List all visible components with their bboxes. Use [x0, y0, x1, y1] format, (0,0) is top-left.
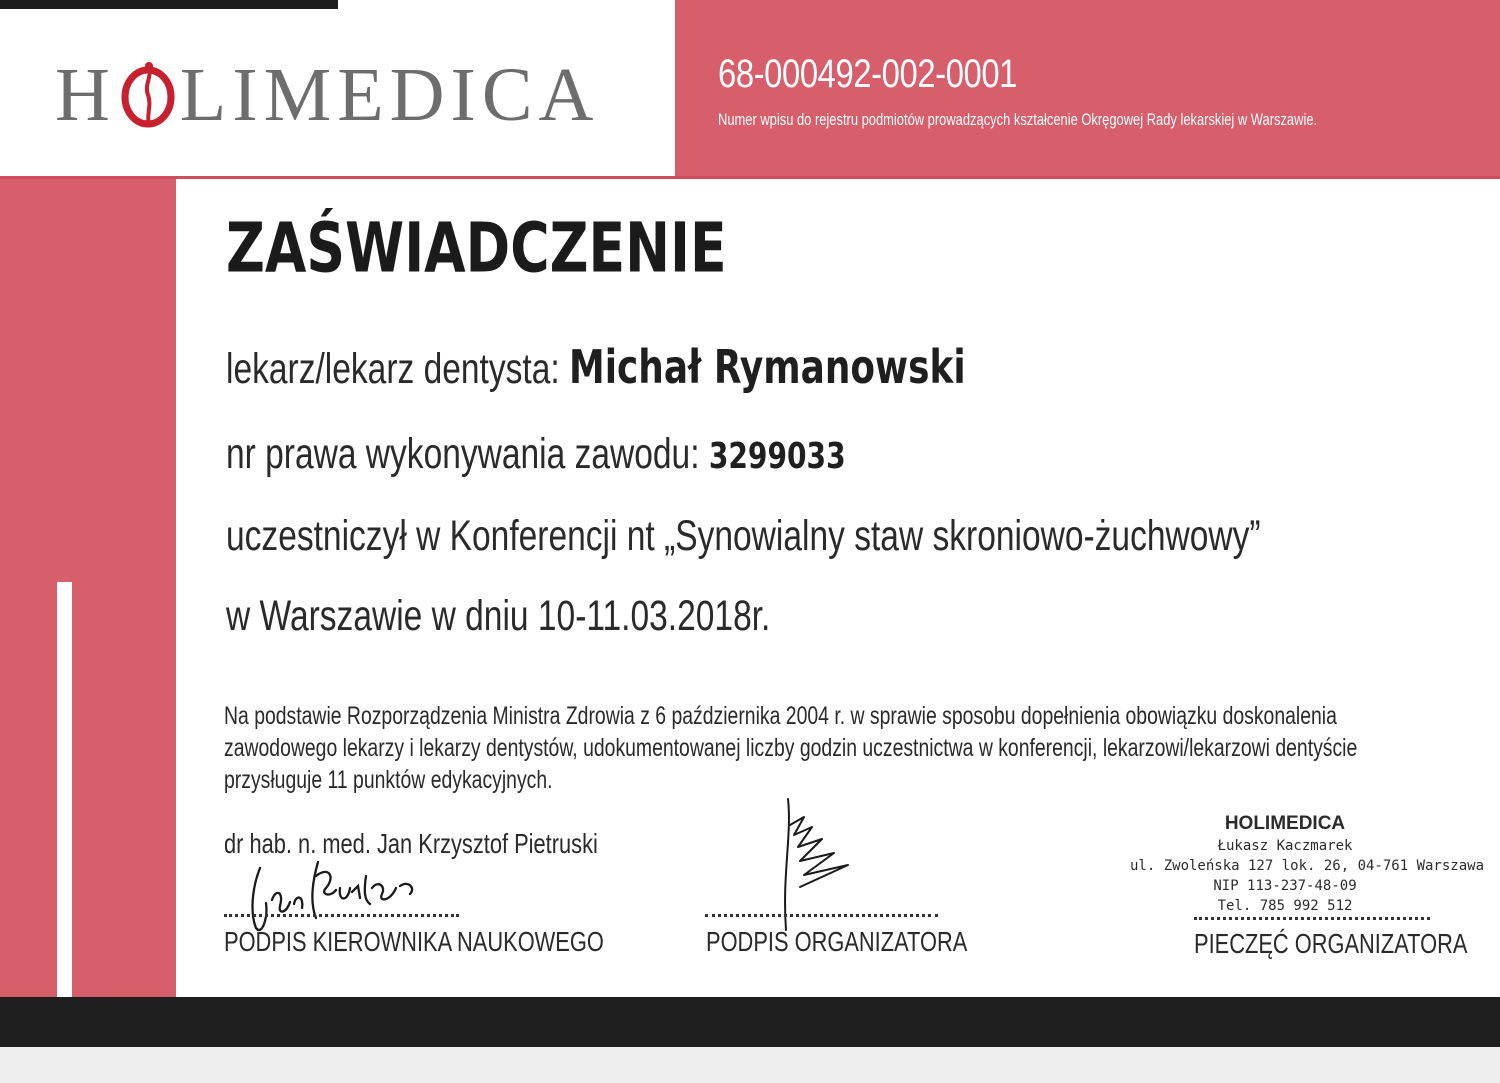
- license-line: [226, 430, 846, 479]
- holimedica-logo: [55, 52, 600, 137]
- certificate-title: ZAŚWIADCZENIE: [226, 208, 727, 288]
- stamp-address: ul. Zwoleńska 127 lok. 26, 04-761 Warszawa: [1130, 858, 1485, 874]
- license-label: nr prawa wykonywania zawodu:: [226, 430, 700, 478]
- sidebar-white-stripe: [57, 582, 72, 1052]
- conference-line: uczestniczył w Konferencji nt „Synowialny staw skroniowo-żuchwowy”: [226, 512, 1261, 560]
- signature-line-organizer: [705, 914, 938, 917]
- signature-line-scientific: [224, 914, 459, 917]
- stamp-label: PIECZĘĆ ORGANIZATORA: [1194, 928, 1468, 959]
- doctor-label: lekarz/lekarz dentysta:: [226, 345, 560, 393]
- date-line: w Warszawie w dniu 10-11.03.2018r.: [226, 592, 771, 640]
- regulation-line: przysługuje 11 punktów edykacyjnych.: [224, 766, 553, 794]
- organizer-label: PODPIS ORGANIZATORA: [706, 926, 968, 957]
- stamp-company: HOLIMEDICA: [1224, 813, 1346, 834]
- stamp-phone: Tel. 785 992 512: [1217, 898, 1353, 914]
- bottom-gray-margin: [0, 1047, 1500, 1083]
- logo-figure-icon: [118, 55, 178, 135]
- license-number: 3299033: [708, 436, 846, 477]
- regulation-paragraph: [224, 700, 1380, 796]
- registry-description: Numer wpisu do rejestru podmiotów prowadzących kształcenie Okręgowej Rady lekarskiej w Warszawie.: [718, 110, 1318, 129]
- signature-line-stamp: [1194, 917, 1430, 920]
- doctor-name: Michał Rymanowski: [569, 340, 966, 394]
- logo-text-left: H: [55, 52, 116, 137]
- scientific-head-label: PODPIS KIEROWNIKA NAUKOWEGO: [224, 926, 604, 957]
- doctor-line: [226, 340, 966, 394]
- stamp-nip: NIP 113-237-48-09: [1213, 878, 1357, 894]
- registry-number: 68-000492-002-0001: [718, 52, 1018, 96]
- bottom-black-bar: [0, 997, 1500, 1047]
- organizer-stamp: [1130, 812, 1485, 916]
- left-pink-sidebar: [0, 179, 176, 997]
- scientific-head-name: dr hab. n. med. Jan Krzysztof Pietruski: [224, 828, 598, 859]
- regulation-line: Na podstawie Rozporządzenia Ministra Zdrowia z 6 października 2004 r. w sprawie sposobu dopełnienia obowiązku doskonalenia: [224, 702, 1337, 730]
- top-black-bar: [0, 0, 338, 9]
- regulation-line: zawodowego lekarzy i lekarzy dentystów, udokumentowanej liczby godzin uczestnictwa w konferencji, lekarzowi/lekarzowi dentyście: [224, 734, 1358, 762]
- logo-text-right: LIMEDICA: [179, 52, 600, 137]
- stamp-person: Łukasz Kaczmarek: [1217, 838, 1353, 854]
- header-divider: [0, 176, 1500, 179]
